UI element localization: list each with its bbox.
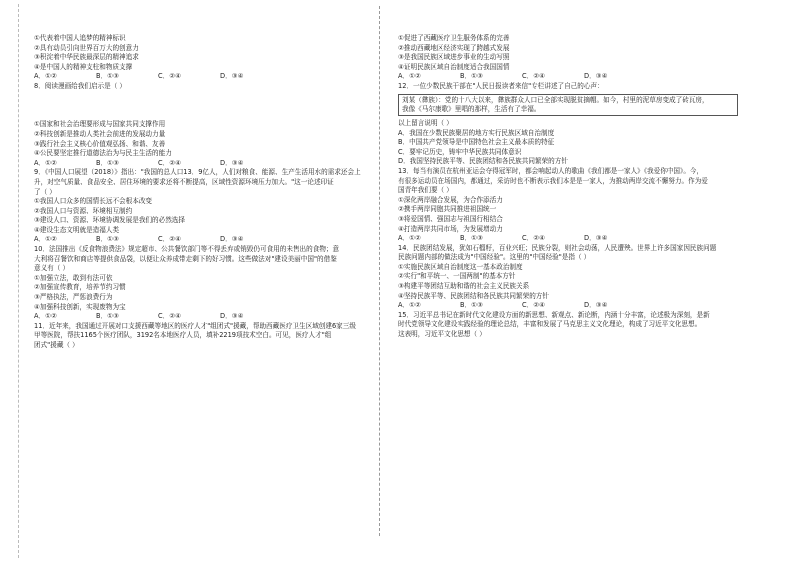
text-line: 意义有（ ）: [34, 264, 70, 273]
answer-options: [34, 312, 284, 322]
text-line: ①代表着中国人追梦的精神标识: [34, 34, 126, 42]
answer-options: [398, 234, 648, 244]
quote-box: [398, 94, 738, 116]
text-line: ③构建平等团结互助和谐的社会主义民族关系: [398, 282, 530, 291]
answer-option: D．③④: [220, 72, 244, 81]
binding-margin: [6, 0, 18, 562]
text-line: ③积淀着中华民族最深层的精神追求: [34, 53, 139, 62]
answer-option: D．③④: [584, 234, 608, 243]
text-line: 团式"援藏（ ）: [34, 341, 79, 349]
answer-option: C．②④: [522, 301, 546, 310]
answer-option: A．①②: [398, 234, 421, 243]
text-line: 以上留言说明（ ）: [398, 118, 453, 127]
text-line: ②实行"和平统一、一国两制"的基本方针: [398, 272, 516, 281]
text-line: 民族问题内部的做法成为"中国经验"。这里的"中国经验"是指（ ）: [398, 253, 591, 262]
text-line: ①深化两岸融合发展，为合作添活力: [398, 195, 503, 204]
text-line: C．要牢记历史，铸牢中华民族共同体意识: [398, 147, 522, 156]
answer-option: A．①②: [398, 301, 421, 310]
answer-option: A．①②: [34, 72, 57, 81]
text-line: 12．一位少数民族干部在"人民日报读者来信"专栏讲述了自己的心声：: [398, 81, 604, 90]
answer-options: [398, 72, 648, 82]
text-line: 升，对空气质量、食品安全、居住环境的要求还将不断提高，区域性资源环境压力加大。"这一论述印证: [34, 177, 334, 186]
answer-option: C．②④: [522, 72, 546, 81]
answer-option: A．①②: [398, 72, 421, 81]
answer-option: D．③④: [584, 301, 608, 310]
text-line: ④建设生态文明就是造福人类: [34, 225, 120, 234]
text-line: 13．每当有演员在杭州亚运会夺得冠军时，都会响起动人的歌曲《我们都是一家人》《我爱你中国》。今，: [398, 166, 704, 175]
binding-cut-line: [18, 4, 19, 558]
right-column: [398, 34, 738, 340]
text-line: ②加强宣传教育，培养节约习惯: [34, 283, 126, 292]
text-line: ③践行社会主义核心价值观弘扬、和谐、友善: [34, 139, 166, 148]
text-line: 11．近年来，我国通过开展对口支援西藏等地区的医疗人才"组团式"援藏，帮助西藏医疗卫生区域创建6家三级: [34, 321, 356, 330]
text-line: 14．民族团结发展，犹如石榴籽，百业兴旺；民族分裂，则社会动荡，人民遭殃。世界上许多国家因民族问题: [398, 243, 717, 252]
text-line: ④坚持民族平等、民族团结和各民族共同繁荣的方针: [398, 291, 549, 300]
text-line: ②具有动员引向世界百万大的创意力: [34, 43, 139, 52]
quote-line: 刘某（彝族）：党的十八大以来，彝族群众人口已全部实现脱贫摘帽。如今，村里的泥草房变成了砖瓦房，: [402, 95, 709, 104]
answer-option: B．①③: [96, 235, 119, 244]
text-line: 大利将召餐饮和商店等提供食品袋，以便让众养成带走剩下的好习惯。这些做法对"建设美丽中国"的借鉴: [34, 254, 337, 263]
answer-option: A．①②: [34, 158, 57, 167]
answer-option: C．②④: [158, 312, 182, 321]
answer-option: C．②④: [158, 158, 182, 167]
text-line: ③将爱国情、强国志与祖国行相结合: [398, 214, 503, 223]
answer-option: C．②④: [158, 72, 182, 81]
answer-options: [34, 159, 284, 169]
cartoon-placeholder: [34, 101, 374, 111]
text-line: ①促进了西藏医疗卫生服务体系的完善: [398, 34, 510, 42]
quote-line: 我像《马尔康歌》里唱的那样，生活有了幸福。: [402, 104, 541, 113]
answer-option: B．①③: [460, 72, 483, 81]
answer-option: B．①③: [96, 72, 119, 81]
text-line: ②科技创新是推动人类社会前进的发展动力量: [34, 129, 166, 138]
text-line: ④加强科技创新，实现废物为宝: [34, 302, 126, 311]
text-line: ④证明民族区域自治制度适合我国国情: [398, 62, 510, 71]
text-line: D．我国坚持民族平等、民族团结和各民族共同繁荣的方针: [398, 157, 568, 166]
text-line: 15．习近平总书记在新时代文化建设方面的新思想、新观点、新论断，内涵十分丰富，论述极为深刻，是新: [398, 310, 710, 319]
left-column: [34, 34, 374, 351]
text-line: ④是中国人的精神支柱和物质支撑: [34, 62, 133, 71]
answer-option: A．①②: [34, 235, 57, 244]
text-line: 甲等医院，帮扶1165个医疗团队，3192名本地医疗人员，填补2219项技术空白。可见，医疗人才"组: [34, 331, 332, 340]
answer-option: D．③④: [220, 312, 244, 321]
cartoon-placeholder: [34, 92, 374, 102]
column-divider: [379, 6, 380, 536]
answer-option: D．③④: [220, 158, 244, 167]
text-line: ④打造两岸共同市场，为发展增动力: [398, 224, 503, 233]
text-line: ①我国人口众多的国情长远不会根本改变: [34, 197, 153, 206]
text-line: 9．《中国人口展望（2018）》指出："我国的总人口13．9亿人，人们对粮食、能源、生产生活用水的需求还会上: [34, 168, 361, 177]
answer-option: D．③④: [584, 72, 608, 81]
answer-options: [34, 235, 284, 245]
answer-option: D．③④: [220, 235, 244, 244]
text-line: 国青年我们要（ ）: [398, 186, 453, 195]
answer-options: [398, 301, 648, 311]
answer-option: B．①③: [96, 158, 119, 167]
text-line: B．中国共产党领导是中国特色社会主义最本质的特征: [398, 138, 555, 147]
text-line: 这表明，习近平文化思想（ ）: [398, 330, 486, 339]
text-line: ②携手两岸同胞共同推进祖国统一: [398, 205, 497, 214]
answer-option: A．①②: [34, 312, 57, 321]
text-line: 8．阅读漫画给我们启示是（ ）: [34, 81, 127, 90]
text-line: ③是我国民族区域进步事业的生动写照: [398, 53, 510, 62]
text-line: 了（ ）: [34, 187, 56, 196]
answer-option: C．②④: [158, 235, 182, 244]
answer-options: [34, 72, 284, 82]
text-line: 10．法国推出《反食物浪费法》规定超市、公共餐饮部门等不得丢弃或销毁仍可食用的未售出的食物；意: [34, 245, 340, 254]
answer-option: B．①③: [460, 234, 483, 243]
text-line: ③建设人口、资源、环境协调发展是我们的必然选择: [34, 216, 185, 225]
answer-option: B．①③: [460, 301, 483, 310]
text-line: 有很多运动员在场国内，都通过，采访时也不断表示我们本是是一家人，为推动两岸交流不懈努力。作为爱: [398, 176, 708, 185]
text-line: ④公民要坚定推行道德法治为与民主生活的能力: [34, 149, 172, 158]
text-line: ②我国人口与资源、环境相互制约: [34, 206, 133, 215]
text-line: ②推动西藏地区经济实现了跨越式发展: [398, 43, 510, 52]
text-line: ①加强立法，敢到有法可依: [34, 273, 113, 282]
text-line: ①实施民族区域自治制度这一基本政治制度: [398, 262, 523, 271]
text-line: 时代党领导文化建设实践经验的理论总结，丰富和发展了马克思主义文化理论，构成了习近平文化思想。: [398, 320, 702, 329]
text-line: A．我国在少数民族聚居的地方实行民族区域自治制度: [398, 128, 555, 137]
cartoon-placeholder: [34, 111, 374, 121]
text-line: ①国家和社会治理要形成与国家共同支撑作用: [34, 120, 166, 129]
answer-option: B．①③: [96, 312, 119, 321]
answer-option: C．②④: [522, 234, 546, 243]
text-line: ③严格执法，严惩浪费行为: [34, 293, 113, 302]
